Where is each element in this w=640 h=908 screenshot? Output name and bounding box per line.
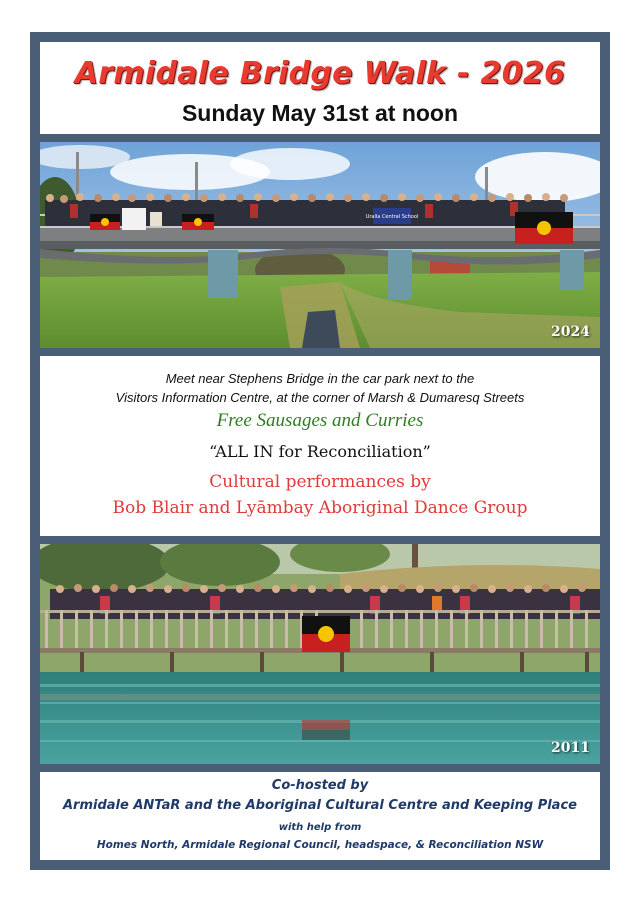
- aboriginal-flag-left: [90, 214, 120, 230]
- meet-line-1: Meet near Stephens Bridge in the car park next to the: [165, 371, 475, 386]
- cultural-line-1: Cultural performances by: [209, 472, 431, 492]
- event-details-panel: [40, 356, 600, 536]
- aboriginal-flag: [302, 616, 350, 652]
- bridge-photo-2011: [40, 544, 600, 764]
- meet-line-2: Visitors Information Centre, at the corner of Marsh & Dumaresq Streets: [115, 390, 525, 405]
- poster-title: Armidale Bridge Walk - 2026: [74, 56, 566, 91]
- meeting-location: [40, 369, 600, 407]
- cohosted-label: Co-hosted by: [271, 778, 369, 793]
- aboriginal-flag-middle: [182, 214, 214, 230]
- title-panel: [40, 42, 600, 134]
- bridge-photo-2024: [40, 142, 600, 348]
- event-date: Sunday May 31st at noon: [181, 100, 459, 126]
- free-food: Free Sausages and Curries: [216, 410, 424, 431]
- footer-panel: [40, 772, 600, 860]
- event-theme: “ALL IN for Reconciliation”: [209, 442, 431, 461]
- help-label: with help from: [278, 822, 362, 833]
- cultural-performances: [40, 469, 600, 521]
- aboriginal-flag-right: [515, 212, 573, 244]
- supporting-organisations: Homes North, Armidale Regional Council, headspace, & Reconciliation NSW: [96, 839, 544, 851]
- svg-text:Uralla Central School: Uralla Central School: [365, 214, 419, 220]
- host-organisations: Armidale ANTaR and the Aboriginal Cultural Centre and Keeping Place: [63, 798, 577, 813]
- cultural-line-2: Bob Blair and Lyāmbay Aboriginal Dance Group: [112, 498, 528, 518]
- photo-year-2024: 2024: [551, 324, 590, 340]
- photo-year-2011: 2011: [551, 740, 590, 756]
- poster-frame: [30, 32, 610, 870]
- school-banner: [366, 208, 419, 224]
